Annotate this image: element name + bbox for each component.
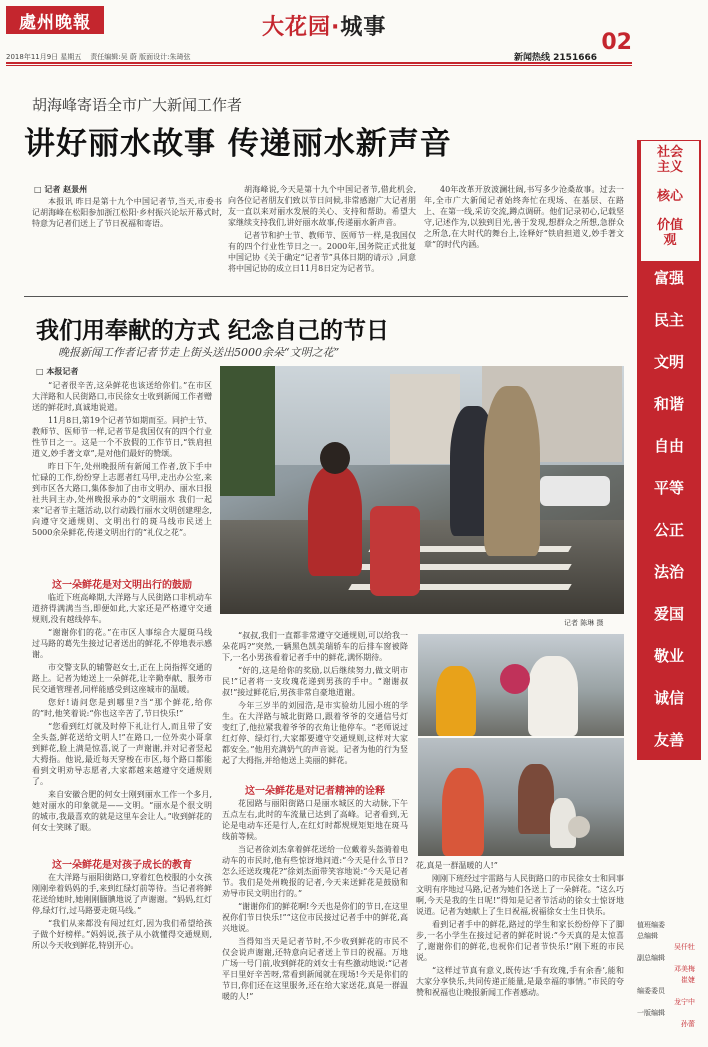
article2-col2-bottom [222,798,408,1038]
heading-line: 社会主义 [656,145,683,175]
subheading-encouragement: 这一朵鲜花是对文明出行的鼓励 [52,580,192,591]
core-value: 平等 [653,479,684,497]
article2-para: 今年三岁半的刘园浩,是市实验幼儿园小班的学生。在大洋路与城北街路口,跟着爷爷的交通信号灯变红了,他拉紧我着爷爷的衣角让他停车。“老师说过红灯停、绿灯行,大家都要遵守交通规则,这样对大家都安全。”他用充满奶气的声音说。记者为他的行为竖起了大拇指,并给他送上美丽的鲜花。 [222,701,408,765]
core-value: 公正 [653,521,684,539]
article1-col1 [32,196,222,278]
article2-para: “谢谢你们的鲜花啊!今天也是你们的节日,在这里祝你们节日快乐!”“这位市民接过记者手中的鲜花,高兴地说。 [222,902,408,933]
masthead-rule-thin [6,65,632,66]
article2-para: “叔叔,我们一直都非常遵守交通规则,可以给我一朵花吗?”突然,一辆黑色凯美瑞轿车的后排车窗被降下,一名小男孩看着记者手中的鲜花,满怀期待。 [222,631,408,662]
street-photo-child [418,738,624,856]
masthead-rule [6,62,632,64]
article2-para: 来自安徽合肥的何女士刚到丽水工作一个多月,她对丽水的印象就是——文明。“丽水是个很文明的城市,我最喜欢的就是这里车会让人。”收到鲜花的何女士笑眯了眼。 [32,790,212,832]
article1-headline: 讲好丽水故事 传递丽水新声音 [24,126,452,162]
reporter-figure [308,466,362,576]
street-photo-main [220,366,624,614]
article2-byline-text: 本报记者 [46,367,79,376]
section-title [262,10,386,41]
section-separator: · [331,15,341,40]
article2-para: 看到记者手中的鲜花,路过的学生和家长纷纷停下了脚步,一名小学生在接过记者的鲜花时说:“今天真的是太惊喜了,谢谢你们的鲜花,也祝你们记者节快乐!”刚下班的市民说。 [416,920,624,962]
core-value: 诚信 [653,689,684,707]
article1-para: 胡海峰说,今天是第十九个中国记者节,借此机会,向各位记者朋友们致以节日问候,非常感谢广大记者朋友一直以来对丽水发展的关心、支持和帮助。希望大家继续支持我们,讲好丽水故事,传递丽水新声音。 [228,185,416,227]
bollard [568,816,590,838]
article2-para: “好的,这是给你的奖励,以后继续努力,做文明市民!”记者将一支玫瑰花递到男孩的手中。“谢谢叔叔!”接过鲜花后,男孩非常自豪地道谢。 [222,666,408,697]
issue-date: 2018年11月9日 星期五 [6,53,82,61]
core-value: 富强 [653,269,684,287]
article1-col3 [424,184,624,278]
core-values-list [637,268,701,772]
article-divider [24,296,628,297]
editor-role: 总编辑 [637,932,658,940]
editor-role: 副总编辑 [637,954,665,962]
article2-col1-mid [32,592,212,850]
street-photo-flowers [418,634,624,736]
core-value: 友善 [653,731,684,749]
article2-para: 花,真是一群温暖的人!” [416,861,498,870]
hotline-number: 2151666 [553,53,597,63]
reporter-head [320,442,350,474]
editor-name: 龙宁中 [674,998,695,1006]
photo-credit: 记者 陈琳 摄 [564,619,604,627]
section-name: 大花园 [262,15,332,40]
core-value: 法治 [653,563,684,581]
volunteer-figure [436,666,476,736]
heading-line: 价值观 [656,218,683,248]
core-value: 敬业 [653,647,684,665]
woman-figure [484,386,540,556]
article2-col1-top [32,380,212,570]
article2-subhead: 晚报新闻工作者记者节走上街头送出5000余朵“文明之花” [58,346,340,359]
subheading-spirit: 这一朵鲜花是对记者精神的诠释 [245,786,385,797]
article1-byline: □ 记者 赵景州 [34,185,88,194]
page-number: 02 [601,30,632,55]
citizen-figure [528,656,578,736]
article1-col2 [228,184,416,278]
article2-para: 花园路与丽阳街路口是丽水城区的大动脉,下午五点左右,此时的车流量已达到了高峰。记者看到,无论是电动车还是行人,在红灯时都规规矩矩地在斑马线前等候。 [222,799,408,841]
article2-para: 您好!请问您是到哪里?当“那个鲜花,给你的”时,他笑着说:“你也这辛苦了,节日快乐!” [32,698,212,718]
article2-headline: 我们用奉献的方式 纪念自己的节日 [36,318,390,344]
bouquet [500,664,530,694]
core-value: 爱国 [653,605,684,623]
section-subname: 城事 [340,15,387,40]
article2-col3 [416,860,624,1038]
core-value: 和谐 [653,395,684,413]
article1-para: 记者节和护士节、教师节、医师节一样,是我国仅有的四个行业性节日之一。2000年,国务院正式批复中国记协《关于确定“记者节”具体日期的请示》,同意将中国记协的成立日11月8日定为记者节。 [228,231,416,273]
core-values-heading [655,145,685,248]
article2-para: 当得知当天是记者节时,不少收到鲜花的市民不仅会说声谢谢,还特意向记者送上节日的祝福。万地广场一号门前,收到鲜花的刘女士有些激动地说:“记者平日里好辛苦呀,常看到新闻就在现场!今天是你们的节日,你们还在这里服务,还在给大家送花,真是一群温暖的人!” [222,937,408,1001]
article2-para: 临近下班高峰期,大洋路与人民街路口非机动车道挤得满满当当,即便如此,大家还是严格遵守交通规则,没有越线停车。 [32,593,212,624]
core-values-heading-box [640,140,700,262]
newspaper-logo: 處州晚報 [6,6,104,34]
editor-role: 编委委员 [637,987,665,995]
photo-tree [220,366,275,496]
article1-para: 本报讯 昨日是第十九个中国记者节,当天,市委书记胡海峰在松阳参加浙江松阳·乡村振兴论坛开幕式时,特意为记者们送上了节日祝福和寄语。 [32,197,222,228]
stroller [370,506,420,596]
editor-name: 崔婕 [681,976,695,984]
reporter-figure [442,768,484,856]
editor-role: 一版编辑 [637,1009,665,1017]
editor-name: 邓美梅 [674,965,695,973]
dateline [6,52,190,62]
hotline-label: 新闻热线 [514,53,551,63]
parent-figure [518,764,554,834]
article1-para: 40年改革开放波澜壮阔,书写多少沧桑故事。过去一年,全市广大新闻记者始终奔忙在现场、在基层、在路上、在第一线,采访交流,蹲点调研。他们记录初心,记载坚守,记述作为,以独到目光,善于发现,想群众之所想,急群众之所急,在大时代的舞台上,诠释好“铁肩担道义,妙手著文章”的时代内涵。 [424,185,624,249]
article1-byline-text: 记者 赵景州 [44,185,88,194]
core-value: 文明 [653,353,684,371]
subheading-education: 这一朵鲜花是对孩子成长的教育 [52,860,192,871]
article1-kicker: 胡海峰寄语全市广大新闻工作者 [32,96,243,114]
article2-para: 当记者徐刘杰拿着鲜花送给一位戴着头盔骑着电动车的市民时,他有些惊讶地问道:“今天是什么节日?怎么还送玫瑰花?”徐刘杰面带笑容地说:“今天是记者节。我们是处州晚报的记者,今天来送鲜花是鼓励和劝导市民文明出行的。” [222,845,408,898]
core-value: 自由 [653,437,684,455]
editors-line: 责任编辑:吴 蔚 版面设计:朱琦弦 [90,53,191,61]
article2-para: “我们从来都没有闯过红灯,因为我们希望给孩子做个好榜样。”妈妈说,孩子从小就懂得交通规则,所以今天收到鲜花,特别开心。 [32,919,212,950]
article2-para: “您看到红灯就及时停下礼让行人,而且带了安全头盔,鲜花送给文明人!”在路口,一位外卖小哥拿到鲜花,脸上满是惊喜,说了一声谢谢,并对记者竖起大拇指。他说,最近每天穿梭在市区,每个路口都能看到文明劝导志愿者,大家都越来越遵守交通规则了。 [32,722,212,786]
article2-para: 刚刚下班经过宇雷路与人民街路口的市民徐女士和同事文明有序地过马路,记者为她们各送上了一朵鲜花。“这么巧啊,今天是我的生日呢!”得知是记者节活动的徐女士惊讶地说道。记者为她献上了生日祝福,祝福徐女士生日快乐。 [416,874,624,916]
article2-para: “这样过节真有意义,既传达‘手有玫瑰,手有余香’,能和大家分享快乐,共同传递正能量,是最幸福的事情。”市民的夸赞和祝福也让晚报新闻工作者感动。 [416,966,624,997]
article2-para: 昨日下午,处州晚报所有新闻工作者,放下手中忙碌的工作,纷纷穿上志愿者红马甲,走出办公室,来到市区各大路口,集体参加了由市文明办、丽水日报社共同主办,处州晚报承办的“文明丽水 我们一起来”记者节主题活动,以行动践行丽水文明创建理念,向遵守交通规则、文明出行的斑马线市民送上5000余朵鲜花,传递文明出行的“礼仪之花”。 [32,462,212,537]
article2-col2-top [222,630,408,776]
article2-col1-bottom [32,872,212,1038]
article2-para: “记者很辛苦,这朵鲜花也该送给你们。”在市区大洋路和人民街路口,市民徐女士收到新闻工作者赠送的鲜花时,真诚地说道。 [32,381,212,412]
article2-para: “谢谢你们的花。”在市区人事综合大厦斑马线过马路的葛先生接过记者送出的鲜花,不停地表示感谢。 [32,628,212,659]
article2-para: 11月8日,第19个记者节如期而至。同护士节、教师节、医师节一样,记者节是我国仅有的四个行业性节日之一。这是一个不放假的工作节日,“铁肩担道义,妙手著文章”,是对他们最好的赞颂。 [32,416,212,458]
article2-byline: □ 本报记者 [36,367,79,376]
photo-car [540,476,610,506]
editor-name: 孙蕾 [681,1020,695,1028]
article2-para: 市交警支队的辅警赵女士,正在上岗指挥交通的路上。记者为她送上一朵鲜花,让辛勤奉献、服务市民交通管理者,同样能感受到这座城市的温暖。 [32,663,212,694]
editors-box [637,920,703,1030]
editor-name: 吴仟牡 [674,943,695,951]
article2-para: 在大洋路与丽阳街路口,穿着红色校服的小女孩刚刚牵着妈妈的手,来到红绿灯前等待。当记者将鲜花送给她时,她刚刚腼腆地说了声谢谢。“妈妈,红灯停,绿灯行,过马路要走斑马线。” [32,873,212,915]
heading-line: 核心 [656,189,683,204]
core-value: 民主 [653,311,684,329]
editor-role: 值班编委 [637,921,665,929]
